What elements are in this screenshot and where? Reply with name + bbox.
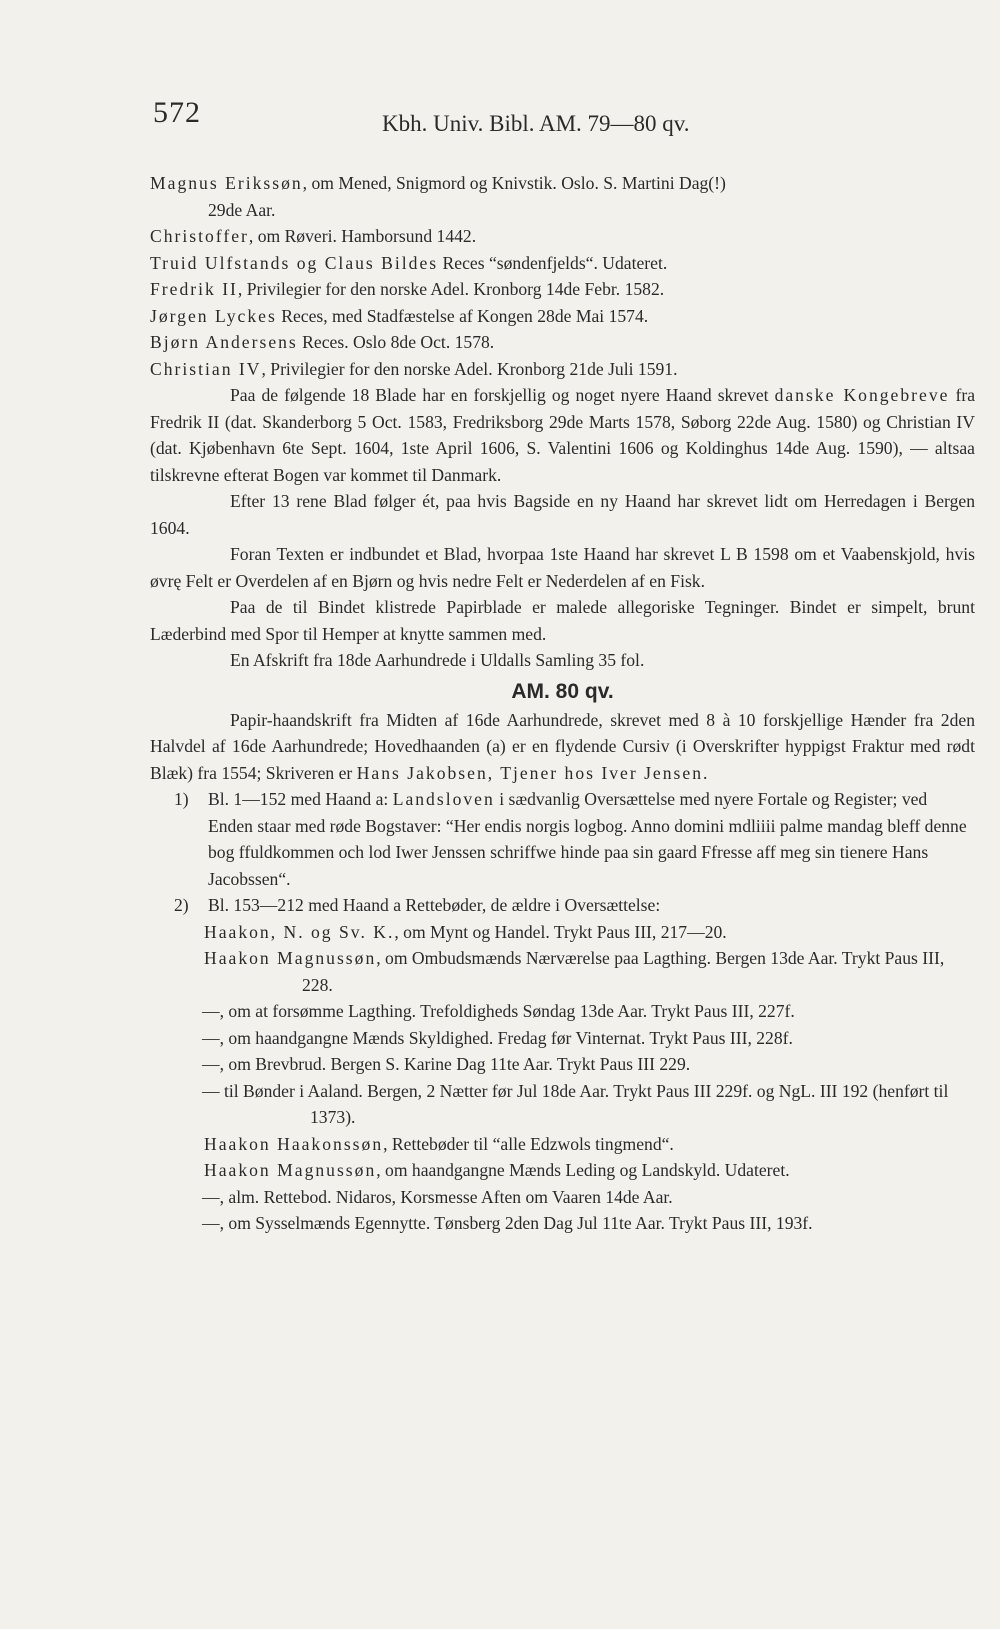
entry-name: Christoffer bbox=[150, 226, 249, 246]
sublist-item: — til Bønder i Aaland. Bergen, 2 Nætter før Jul 18de Aar. Trykt Paus III 229f. og NgL. III 192 (henført til 1373). bbox=[202, 1080, 949, 1127]
running-title: Kbh. Univ. Bibl. AM. 79—80 qv. bbox=[382, 111, 690, 136]
dash-mark: — bbox=[202, 1213, 220, 1233]
sublist-item: Haakon Magnussøn, om haandgangne Mænds Leding og Landskyld. Udateret. bbox=[204, 1160, 790, 1180]
spaced-name: Hans Jakobsen, Tjener hos Iver Jensen bbox=[356, 762, 703, 783]
entry-name: Truid Ulfstands og Claus Bildes bbox=[150, 252, 439, 273]
entry-name: Haakon Magnussøn bbox=[204, 948, 377, 968]
page-body bbox=[150, 170, 975, 1237]
entry-line: Truid Ulfstands og Claus Bildes Reces “søndenfjelds“. Udateret. bbox=[150, 252, 668, 273]
entry-line: Christian IV, Privilegier for den norske Adel. Kronborg 21de Juli 1591. bbox=[150, 358, 678, 379]
item-number: 1) bbox=[174, 789, 189, 809]
sublist-item: —, alm. Rettebod. Nidaros, Korsmesse Aften om Vaaren 14de Aar. bbox=[202, 1186, 673, 1207]
numbered-item: 1) Bl. 1—152 med Haand a: Landsloven i sædvanlig Oversættelse med nyere Fortale og Register; ved Enden staar med røde Bogstaver: “Her endis norgis logbog. Anno domini mdliiii palme mandag bleff denne bog ffuldkommen och lod Iwer Jenssen schriffwe hinde paa sin gaard Ffresse aff meg sin tienere Hans Jacobssen“. bbox=[150, 786, 975, 892]
dash-mark: — bbox=[202, 1080, 220, 1101]
page-number: 572 bbox=[153, 96, 201, 129]
paragraph: Paa de til Bindet klistrede Papirblade er malede allegoriske Tegninger. Bindet er simpelt, brunt Læderbind med Spor til Hemper at knytte sammen med. bbox=[150, 597, 975, 644]
entry-name: Haakon, N. og Sv. K. bbox=[204, 921, 395, 942]
paragraph: Efter 13 rene Blad følger ét, paa hvis Bagside en ny Haand har skrevet lidt om Herredagen i Bergen 1604. bbox=[150, 491, 975, 538]
paragraph: Foran Texten er indbundet et Blad, hvorpaa 1ste Haand har skrevet L B 1598 om et Vaabenskjold, hvis øvrę Felt er Overdelen af en Bjørn og hvis nedre Felt er Nederdelen af en Fisk. bbox=[150, 544, 975, 591]
sublist-item: —, om haandgangne Mænds Skyldighed. Fredag før Vinternat. Trykt Paus III, 228f. bbox=[202, 1027, 793, 1048]
entry-name: Jørgen Lyckes bbox=[150, 305, 277, 326]
sublist-item: —, om at forsømme Lagthing. Trefoldigheds Søndag 13de Aar. Trykt Paus III, 227f. bbox=[202, 1001, 795, 1021]
sublist-item: —, om Brevbrud. Bergen S. Karine Dag 11te Aar. Trykt Paus III 229. bbox=[202, 1054, 691, 1074]
entry-name: Magnus Erikssøn bbox=[150, 173, 303, 193]
item-number: 2) bbox=[174, 895, 189, 915]
entry-name: Haakon Magnussøn bbox=[204, 1160, 377, 1180]
entry-line: Magnus Erikssøn, om Mened, Snigmord og Knivstik. Oslo. S. Martini Dag(!) bbox=[150, 173, 726, 193]
entry-name: Bjørn Andersens bbox=[150, 332, 298, 352]
sublist-item: Haakon Magnussøn, om Ombudsmænds Nærværelse paa Lagthing. Bergen 13de Aar. Trykt Paus III, 228. bbox=[204, 948, 945, 995]
numbered-item: 2) Bl. 153—212 med Haand a Rettebøder, de ældre i Oversættelse: bbox=[150, 892, 975, 919]
paragraph: Paa de følgende 18 Blade har en forskjellig og noget nyere Haand skrevet danske Kongebreve fra Fredrik II (dat. Skanderborg 5 Oct. 1583, Fredriksborg 29de Marts 1578, Søborg 22de Aug. 1580) og Christian IV (dat. Kjøbenhavn 6te Sept. 1604, 1ste April 1606, S. Valentini 1606 og Koldinghus 14de Aug. 1590), — altsaa tilskrevne efterat Bogen var kommet til Danmark. bbox=[150, 385, 976, 485]
dash-mark: — bbox=[202, 1054, 220, 1074]
spaced-name: danske Kongebreve bbox=[774, 385, 950, 405]
paragraph: Papir-haandskrift fra Midten af 16de Aarhundrede, skrevet med 8 à 10 forskjellige Hænder fra 2den Halvdel af 16de Aarhundrede; Hovedhaanden (a) er en flydende Cursiv (i Overskrifter hyppigst Fraktur med rødt Blæk) fra 1554; Skriveren er Hans Jakobsen, Tjener hos Iver Jensen. bbox=[150, 709, 975, 783]
entry-line: Bjørn Andersens Reces. Oslo 8de Oct. 1578. bbox=[150, 332, 495, 352]
spaced-name: Landsloven bbox=[392, 789, 495, 809]
sublist-item: Haakon Haakonssøn, Rettebøder til “alle Edzwols tingmend“. bbox=[204, 1133, 674, 1154]
entry-line: 29de Aar. bbox=[208, 199, 276, 220]
section-heading: AM. 80 qv. bbox=[511, 679, 614, 703]
entry-line: Christoffer, om Røveri. Hamborsund 1442. bbox=[150, 226, 477, 246]
entry-name: Christian IV bbox=[150, 358, 262, 379]
entry-line: Jørgen Lyckes Reces, med Stadfæstelse af Kongen 28de Mai 1574. bbox=[150, 305, 649, 326]
dash-mark: — bbox=[202, 1001, 220, 1021]
entry-name: Fredrik II bbox=[150, 279, 238, 299]
dash-mark: — bbox=[202, 1186, 220, 1207]
sublist-item: Haakon, N. og Sv. K., om Mynt og Handel. Trykt Paus III, 217—20. bbox=[204, 921, 727, 942]
entry-line: Fredrik II, Privilegier for den norske Adel. Kronborg 14de Febr. 1582. bbox=[150, 279, 665, 299]
sublist-item: —, om Sysselmænds Egennytte. Tønsberg 2den Dag Jul 11te Aar. Trykt Paus III, 193f. bbox=[202, 1213, 813, 1233]
entry-name: Haakon Haakonssøn bbox=[204, 1133, 384, 1154]
dash-mark: — bbox=[202, 1027, 220, 1048]
paragraph: En Afskrift fra 18de Aarhundrede i Uldalls Samling 35 fol. bbox=[230, 650, 645, 670]
